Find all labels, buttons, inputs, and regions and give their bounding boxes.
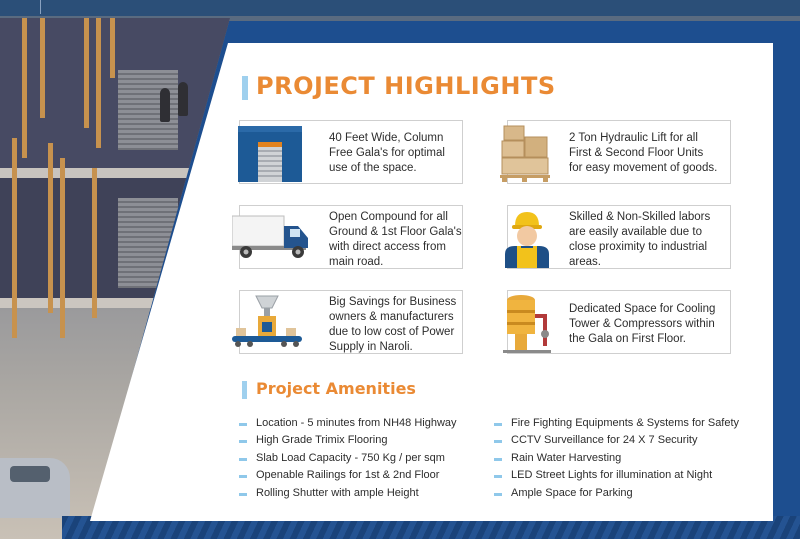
list-item xyxy=(239,415,457,432)
highlight-line: use of the space. xyxy=(329,162,417,174)
bullet-dash xyxy=(494,475,502,478)
delivery-truck-icon xyxy=(232,214,312,265)
construction-worker-icon xyxy=(503,208,551,273)
page-title: PROJECT HIGHLIGHTS xyxy=(256,72,556,100)
highlight-line: 40 Feet Wide, Column xyxy=(329,132,444,144)
highlight-line: the Gala on First Floor. xyxy=(569,333,686,345)
highlight-text xyxy=(329,295,479,355)
highlight-line: areas. xyxy=(569,256,601,268)
cooling-tower-icon xyxy=(503,292,553,359)
highlight-line: Open Compound for all xyxy=(329,211,448,223)
highlight-line: are easily available due to xyxy=(569,226,702,238)
bullet-dash xyxy=(494,458,502,461)
highlight-text xyxy=(569,302,719,347)
amenity-text: Ample Space for Parking xyxy=(511,486,633,499)
amenities-list-right xyxy=(494,415,739,502)
list-item xyxy=(494,485,739,502)
highlight-line: Big Savings for Business xyxy=(329,296,457,308)
highlight-line: due to low cost of Power xyxy=(329,326,455,338)
highlight-line: Tower & Compressors within xyxy=(569,318,715,330)
warehouse-shutter-icon xyxy=(238,126,304,187)
bullet-dash xyxy=(239,493,247,496)
boxes-on-pallet-icon xyxy=(500,124,552,187)
amenity-text: High Grade Trimix Flooring xyxy=(256,434,388,447)
list-item xyxy=(494,415,739,432)
amenity-text: Openable Railings for 1st & 2nd Floor xyxy=(256,469,440,482)
highlight-line: close proximity to industrial xyxy=(569,241,708,253)
highlight-line: 2 Ton Hydraulic Lift for all xyxy=(569,132,698,144)
bullet-dash xyxy=(494,493,502,496)
amenity-text: Fire Fighting Equipments & Systems for Safety xyxy=(511,417,740,429)
highlight-line: Ground & 1st Floor Gala's xyxy=(329,226,462,238)
list-item xyxy=(494,450,739,467)
list-item xyxy=(494,467,739,484)
highlight-text xyxy=(329,210,479,270)
amenity-text: Slab Load Capacity - 750 Kg / per sqm xyxy=(256,451,445,464)
list-item xyxy=(239,485,457,502)
highlight-line: Free Gala's for optimal xyxy=(329,147,445,159)
list-item xyxy=(239,467,457,484)
highlight-line: Dedicated Space for Cooling xyxy=(569,303,716,315)
bullet-dash xyxy=(239,423,247,426)
amenity-text: CCTV Surveillance for 24 X 7 Security xyxy=(511,434,698,447)
bullet-dash xyxy=(494,423,502,426)
highlight-line: for easy movement of goods. xyxy=(569,162,718,174)
top-bar xyxy=(0,0,800,16)
highlight-line: Skilled & Non-Skilled labors xyxy=(569,211,711,223)
highlight-text xyxy=(569,210,719,270)
highlight-line: owners & manufacturers xyxy=(329,311,454,323)
bullet-dash xyxy=(494,440,502,443)
highlight-text xyxy=(569,131,719,176)
list-item xyxy=(494,432,739,449)
highlight-line: Supply in Naroli. xyxy=(329,341,413,353)
amenity-text: LED Street Lights for illumination at Night xyxy=(511,469,713,482)
highlight-line: with direct access from xyxy=(329,241,446,253)
highlight-line: main road. xyxy=(329,256,384,268)
subtitle-accent-bar xyxy=(242,381,247,399)
amenities-list-left xyxy=(239,415,457,502)
title-accent-bar xyxy=(242,76,248,100)
list-item xyxy=(239,450,457,467)
highlight-line: First & Second Floor Units xyxy=(569,147,704,159)
factory-machine-icon xyxy=(232,292,302,357)
amenities-title: Project Amenities xyxy=(256,379,416,398)
amenity-text: Location - 5 minutes from NH48 Highway xyxy=(256,417,457,429)
top-bar-mark xyxy=(40,0,41,14)
highlight-text xyxy=(329,131,479,176)
bullet-dash xyxy=(239,458,247,461)
bullet-dash xyxy=(239,440,247,443)
amenity-text: Rolling Shutter with ample Height xyxy=(256,486,419,499)
amenity-text: Rain Water Harvesting xyxy=(511,451,622,464)
bullet-dash xyxy=(239,475,247,478)
list-item xyxy=(239,432,457,449)
